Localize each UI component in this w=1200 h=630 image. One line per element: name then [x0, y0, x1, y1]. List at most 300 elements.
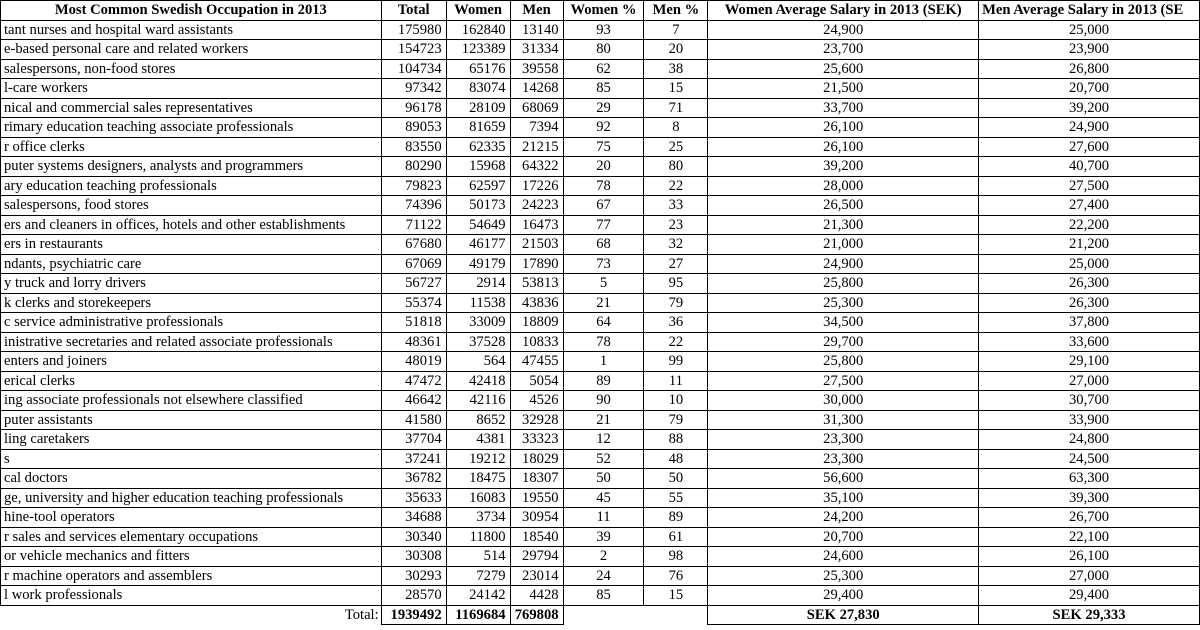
occupation-text: r sales and services elementary occupations [4, 528, 259, 545]
women-salary-cell: 25,800 [708, 352, 979, 372]
men-cell: 19550 [510, 488, 563, 508]
occupation-cell [1, 137, 382, 157]
table-row [1, 430, 1200, 450]
women-cell: 24142 [446, 586, 510, 606]
table-row [1, 449, 1200, 469]
table-row [1, 98, 1200, 118]
occupation-cell [1, 196, 382, 216]
men-pct-cell: 23 [644, 215, 708, 235]
table-row [1, 157, 1200, 177]
table-row [1, 352, 1200, 372]
women-pct-cell: 85 [563, 586, 644, 606]
total-cell: 48361 [381, 332, 446, 352]
table-row [1, 586, 1200, 606]
women-pct-cell: 12 [563, 430, 644, 450]
total-cell: 48019 [381, 352, 446, 372]
men-cell: 4526 [510, 391, 563, 411]
women-salary-cell: 28,000 [708, 176, 979, 196]
occupation-text: ers and cleaners in offices, hotels and other establishments [4, 216, 346, 233]
women-cell: 42116 [446, 391, 510, 411]
occupation-cell [1, 176, 382, 196]
women-salary-cell: 24,900 [708, 254, 979, 274]
occupation-cell [1, 59, 382, 79]
women-cell: 49179 [446, 254, 510, 274]
women-pct-cell: 45 [563, 488, 644, 508]
women-cell: 4381 [446, 430, 510, 450]
women-cell: 2914 [446, 274, 510, 294]
women-salary-cell: 21,500 [708, 79, 979, 99]
men-salary-cell: 29,100 [979, 352, 1200, 372]
men-salary-cell: 33,600 [979, 332, 1200, 352]
men-cell: 13140 [510, 20, 563, 40]
women-salary-cell: 26,100 [708, 137, 979, 157]
men-salary-cell: 26,100 [979, 547, 1200, 567]
men-salary-cell: 24,500 [979, 449, 1200, 469]
total-cell: 34688 [381, 508, 446, 528]
total-cell: 36782 [381, 469, 446, 489]
women-cell: 19212 [446, 449, 510, 469]
women-cell: 37528 [446, 332, 510, 352]
total-cell: 71122 [381, 215, 446, 235]
women-salary-cell: 24,900 [708, 20, 979, 40]
men-cell: 31334 [510, 40, 563, 60]
women-cell: 42418 [446, 371, 510, 391]
occupation-text: y truck and lorry drivers [4, 275, 146, 291]
table-row [1, 508, 1200, 528]
total-cell: 96178 [381, 98, 446, 118]
men-pct-cell: 22 [644, 332, 708, 352]
men-salary-cell: 25,000 [979, 20, 1200, 40]
total-cell: 83550 [381, 137, 446, 157]
women-salary-cell: 31,300 [708, 410, 979, 430]
table-row [1, 566, 1200, 586]
women-cell: 16083 [446, 488, 510, 508]
women-pct-cell: 75 [563, 137, 644, 157]
total-cell: 67069 [381, 254, 446, 274]
occupation-text: salespersons, food stores [4, 197, 149, 213]
women-salary-cell: 25,600 [708, 59, 979, 79]
men-cell: 16473 [510, 215, 563, 235]
men-pct-cell: 27 [644, 254, 708, 274]
men-salary-cell: 33,900 [979, 410, 1200, 430]
occupation-text: tant nurses and hospital ward assistants [4, 21, 234, 38]
header-men: Men [510, 1, 563, 21]
occupation-text: puter assistants [4, 411, 93, 428]
women-cell: 514 [446, 547, 510, 567]
men-cell: 18307 [510, 469, 563, 489]
total-cell: 97342 [381, 79, 446, 99]
table-row [1, 79, 1200, 99]
table-row [1, 293, 1200, 313]
men-cell: 18029 [510, 449, 563, 469]
total-women: 1169684 [446, 605, 510, 625]
men-salary-cell: 22,100 [979, 527, 1200, 547]
women-cell: 8652 [446, 410, 510, 430]
men-cell: 64322 [510, 157, 563, 177]
men-salary-cell: 39,200 [979, 98, 1200, 118]
men-cell: 32928 [510, 410, 563, 430]
total-cell: 28570 [381, 586, 446, 606]
women-salary-cell: 23,300 [708, 449, 979, 469]
men-pct-cell: 50 [644, 469, 708, 489]
occupation-text: s [4, 450, 10, 467]
header-occupation: Most Common Swedish Occupation in 2013 [1, 1, 382, 21]
men-pct-cell: 32 [644, 235, 708, 255]
table-body [1, 20, 1200, 605]
occupation-cell [1, 40, 382, 60]
women-pct-cell: 64 [563, 313, 644, 333]
women-cell: 65176 [446, 59, 510, 79]
women-pct-cell: 85 [563, 79, 644, 99]
men-pct-cell: 8 [644, 118, 708, 138]
occupation-cell [1, 157, 382, 177]
occupation-text: ge, university and higher education teaching professionals [4, 489, 344, 506]
women-salary-cell: 24,200 [708, 508, 979, 528]
women-salary-cell: 39,200 [708, 157, 979, 177]
table-row [1, 196, 1200, 216]
men-cell: 21503 [510, 235, 563, 255]
total-cell: 30293 [381, 566, 446, 586]
women-cell: 11538 [446, 293, 510, 313]
men-salary-cell: 27,000 [979, 371, 1200, 391]
occupation-text: e-based personal care and related workers [4, 41, 249, 57]
men-cell: 24223 [510, 196, 563, 216]
men-salary-cell: 24,900 [979, 118, 1200, 138]
men-cell: 17226 [510, 176, 563, 196]
women-pct-cell: 21 [563, 293, 644, 313]
occupation-text: r office clerks [4, 138, 85, 155]
men-pct-cell: 95 [644, 274, 708, 294]
men-salary-cell: 37,800 [979, 313, 1200, 333]
occupation-text: enters and joiners [4, 353, 107, 369]
table-row [1, 371, 1200, 391]
men-pct-cell: 33 [644, 196, 708, 216]
occupation-cell [1, 547, 382, 567]
men-salary-cell: 27,000 [979, 566, 1200, 586]
men-salary-cell: 27,500 [979, 176, 1200, 196]
women-pct-cell: 67 [563, 196, 644, 216]
men-pct-cell: 36 [644, 313, 708, 333]
occupation-cell [1, 313, 382, 333]
occupation-cell [1, 488, 382, 508]
table-row [1, 547, 1200, 567]
total-women-salary: SEK 27,830 [708, 605, 979, 625]
occupation-text: hine-tool operators [4, 509, 115, 525]
women-cell: 83074 [446, 79, 510, 99]
occupation-cell [1, 566, 382, 586]
table-row [1, 137, 1200, 157]
total-cell: 80290 [381, 157, 446, 177]
men-pct-cell: 25 [644, 137, 708, 157]
header-total: Total [381, 1, 446, 21]
total-label: Total: [344, 606, 379, 623]
header-men-salary: Men Average Salary in 2013 (SE [979, 1, 1200, 21]
table-row [1, 469, 1200, 489]
total-cell: 51818 [381, 313, 446, 333]
table-row [1, 215, 1200, 235]
occupation-cell [1, 430, 382, 450]
men-cell: 53813 [510, 274, 563, 294]
women-cell: 18475 [446, 469, 510, 489]
women-pct-cell: 78 [563, 332, 644, 352]
occupation-cell [1, 410, 382, 430]
women-cell: 162840 [446, 20, 510, 40]
women-pct-cell: 1 [563, 352, 644, 372]
men-pct-cell: 11 [644, 371, 708, 391]
women-cell: 15968 [446, 157, 510, 177]
occupation-cell [1, 235, 382, 255]
total-cell: 175980 [381, 20, 446, 40]
men-pct-cell: 89 [644, 508, 708, 528]
women-salary-cell: 35,100 [708, 488, 979, 508]
table-row [1, 118, 1200, 138]
total-cell: 41580 [381, 410, 446, 430]
total-cell: 89053 [381, 118, 446, 138]
men-pct-cell: 71 [644, 98, 708, 118]
occupation-text: ndants, psychiatric care [4, 255, 142, 272]
header-women-salary: Women Average Salary in 2013 (SEK) [708, 1, 979, 21]
men-salary-cell: 30,700 [979, 391, 1200, 411]
men-cell: 23014 [510, 566, 563, 586]
table-row [1, 410, 1200, 430]
occupation-cell [1, 371, 382, 391]
men-cell: 47455 [510, 352, 563, 372]
women-pct-cell: 11 [563, 508, 644, 528]
occupation-cell [1, 332, 382, 352]
men-cell: 14268 [510, 79, 563, 99]
men-pct-cell: 79 [644, 410, 708, 430]
men-salary-cell: 25,000 [979, 254, 1200, 274]
women-cell: 11800 [446, 527, 510, 547]
men-cell: 18540 [510, 527, 563, 547]
men-pct-cell: 88 [644, 430, 708, 450]
occupation-text: rimary education teaching associate professionals [4, 119, 294, 135]
men-pct-cell: 79 [644, 293, 708, 313]
men-salary-cell: 39,300 [979, 488, 1200, 508]
women-salary-cell: 33,700 [708, 98, 979, 118]
women-salary-cell: 25,300 [708, 293, 979, 313]
women-cell: 46177 [446, 235, 510, 255]
women-cell: 62597 [446, 176, 510, 196]
occupation-cell [1, 98, 382, 118]
men-salary-cell: 26,300 [979, 274, 1200, 294]
men-salary-cell: 23,900 [979, 40, 1200, 60]
women-pct-cell: 52 [563, 449, 644, 469]
table-row [1, 527, 1200, 547]
occupation-cell [1, 508, 382, 528]
women-pct-cell: 92 [563, 118, 644, 138]
men-cell: 17890 [510, 254, 563, 274]
women-salary-cell: 29,700 [708, 332, 979, 352]
occupation-cell [1, 469, 382, 489]
table-row [1, 313, 1200, 333]
men-cell: 21215 [510, 137, 563, 157]
occupation-cell [1, 215, 382, 235]
women-cell: 81659 [446, 118, 510, 138]
women-pct-cell: 68 [563, 235, 644, 255]
table-row [1, 59, 1200, 79]
men-pct-cell: 55 [644, 488, 708, 508]
men-salary-cell: 27,600 [979, 137, 1200, 157]
total-cell: 46642 [381, 391, 446, 411]
women-cell: 7279 [446, 566, 510, 586]
women-salary-cell: 25,300 [708, 566, 979, 586]
header-men-pct: Men % [644, 1, 708, 21]
occupation-text: ling caretakers [4, 431, 90, 447]
occupation-text: ers in restaurants [4, 236, 103, 252]
men-cell: 43836 [510, 293, 563, 313]
women-cell: 54649 [446, 215, 510, 235]
women-pct-cell: 90 [563, 391, 644, 411]
total-men-salary: SEK 29,333 [979, 605, 1200, 625]
men-pct-cell: 15 [644, 79, 708, 99]
occupation-text: ing associate professionals not elsewhere classified [4, 392, 303, 408]
men-cell: 30954 [510, 508, 563, 528]
occupation-cell [1, 352, 382, 372]
women-pct-cell: 29 [563, 98, 644, 118]
total-cell: 37704 [381, 430, 446, 450]
men-pct-cell: 20 [644, 40, 708, 60]
men-salary-cell: 24,800 [979, 430, 1200, 450]
table-row [1, 40, 1200, 60]
men-cell: 7394 [510, 118, 563, 138]
men-cell: 10833 [510, 332, 563, 352]
men-salary-cell: 26,700 [979, 508, 1200, 528]
men-cell: 39558 [510, 59, 563, 79]
occupation-cell [1, 254, 382, 274]
occupation-text: or vehicle mechanics and fitters [4, 548, 190, 564]
header-women-pct: Women % [563, 1, 644, 21]
women-cell: 33009 [446, 313, 510, 333]
total-cell: 30308 [381, 547, 446, 567]
total-cell: 67680 [381, 235, 446, 255]
women-pct-cell: 2 [563, 547, 644, 567]
occupation-text: inistrative secretaries and related associate professionals [4, 333, 333, 350]
occupation-cell [1, 20, 382, 40]
women-cell: 50173 [446, 196, 510, 216]
total-cell: 74396 [381, 196, 446, 216]
occupation-text: nical and commercial sales representatives [4, 99, 253, 116]
total-cell: 37241 [381, 449, 446, 469]
women-cell: 123389 [446, 40, 510, 60]
occupation-text: cal doctors [4, 470, 68, 486]
total-cell: 55374 [381, 293, 446, 313]
men-salary-cell: 21,200 [979, 235, 1200, 255]
women-salary-cell: 56,600 [708, 469, 979, 489]
women-pct-cell: 93 [563, 20, 644, 40]
men-pct-cell: 80 [644, 157, 708, 177]
men-salary-cell: 27,400 [979, 196, 1200, 216]
men-pct-cell: 22 [644, 176, 708, 196]
women-salary-cell: 21,300 [708, 215, 979, 235]
women-cell: 564 [446, 352, 510, 372]
women-pct-cell: 50 [563, 469, 644, 489]
occupation-text: r machine operators and assemblers [4, 567, 213, 584]
men-salary-cell: 22,200 [979, 215, 1200, 235]
men-pct-cell: 48 [644, 449, 708, 469]
men-cell: 5054 [510, 371, 563, 391]
occupation-cell [1, 586, 382, 606]
men-pct-cell: 7 [644, 20, 708, 40]
men-salary-cell: 40,700 [979, 157, 1200, 177]
women-salary-cell: 25,800 [708, 274, 979, 294]
men-salary-cell: 29,400 [979, 586, 1200, 606]
table-row [1, 391, 1200, 411]
women-salary-cell: 29,400 [708, 586, 979, 606]
occupation-cell [1, 293, 382, 313]
table-row [1, 488, 1200, 508]
women-pct-cell: 62 [563, 59, 644, 79]
total-total: 1939492 [381, 605, 446, 625]
men-cell: 4428 [510, 586, 563, 606]
occupation-cell [1, 118, 382, 138]
occupation-text: erical clerks [4, 372, 75, 389]
occupation-cell [1, 79, 382, 99]
men-pct-cell: 38 [644, 59, 708, 79]
women-cell: 3734 [446, 508, 510, 528]
total-men: 769808 [510, 605, 563, 625]
men-salary-cell: 20,700 [979, 79, 1200, 99]
women-salary-cell: 23,300 [708, 430, 979, 450]
women-pct-cell: 39 [563, 527, 644, 547]
occupation-text: puter systems designers, analysts and programmers [4, 158, 304, 174]
total-cell: 35633 [381, 488, 446, 508]
women-cell: 62335 [446, 137, 510, 157]
women-pct-cell: 24 [563, 566, 644, 586]
total-cell: 30340 [381, 527, 446, 547]
women-pct-cell: 89 [563, 371, 644, 391]
total-row [1, 605, 1200, 625]
occupation-text: k clerks and storekeepers [4, 294, 152, 311]
occupation-text: ary education teaching professionals [4, 177, 217, 194]
men-pct-cell: 76 [644, 566, 708, 586]
women-pct-cell: 5 [563, 274, 644, 294]
occupation-cell [1, 527, 382, 547]
header-row [1, 1, 1200, 21]
total-cell: 47472 [381, 371, 446, 391]
table-row [1, 20, 1200, 40]
table-row [1, 332, 1200, 352]
women-pct-cell: 73 [563, 254, 644, 274]
men-cell: 33323 [510, 430, 563, 450]
occupation-text: l-care workers [4, 80, 88, 96]
men-pct-cell: 61 [644, 527, 708, 547]
women-salary-cell: 24,600 [708, 547, 979, 567]
men-salary-cell: 26,300 [979, 293, 1200, 313]
occupation-cell [1, 274, 382, 294]
occupation-text: l work professionals [4, 587, 123, 603]
women-salary-cell: 30,000 [708, 391, 979, 411]
total-cell: 104734 [381, 59, 446, 79]
occupation-cell [1, 391, 382, 411]
table-row [1, 235, 1200, 255]
women-salary-cell: 23,700 [708, 40, 979, 60]
men-pct-cell: 15 [644, 586, 708, 606]
women-pct-cell: 78 [563, 176, 644, 196]
women-salary-cell: 26,500 [708, 196, 979, 216]
total-cell: 79823 [381, 176, 446, 196]
occupation-cell [1, 449, 382, 469]
occupation-text: c service administrative professionals [4, 314, 224, 330]
occupation-text: salespersons, non-food stores [4, 60, 176, 77]
women-salary-cell: 27,500 [708, 371, 979, 391]
men-pct-cell: 98 [644, 547, 708, 567]
total-cell: 154723 [381, 40, 446, 60]
men-pct-cell: 10 [644, 391, 708, 411]
men-cell: 29794 [510, 547, 563, 567]
women-pct-cell: 77 [563, 215, 644, 235]
men-salary-cell: 63,300 [979, 469, 1200, 489]
